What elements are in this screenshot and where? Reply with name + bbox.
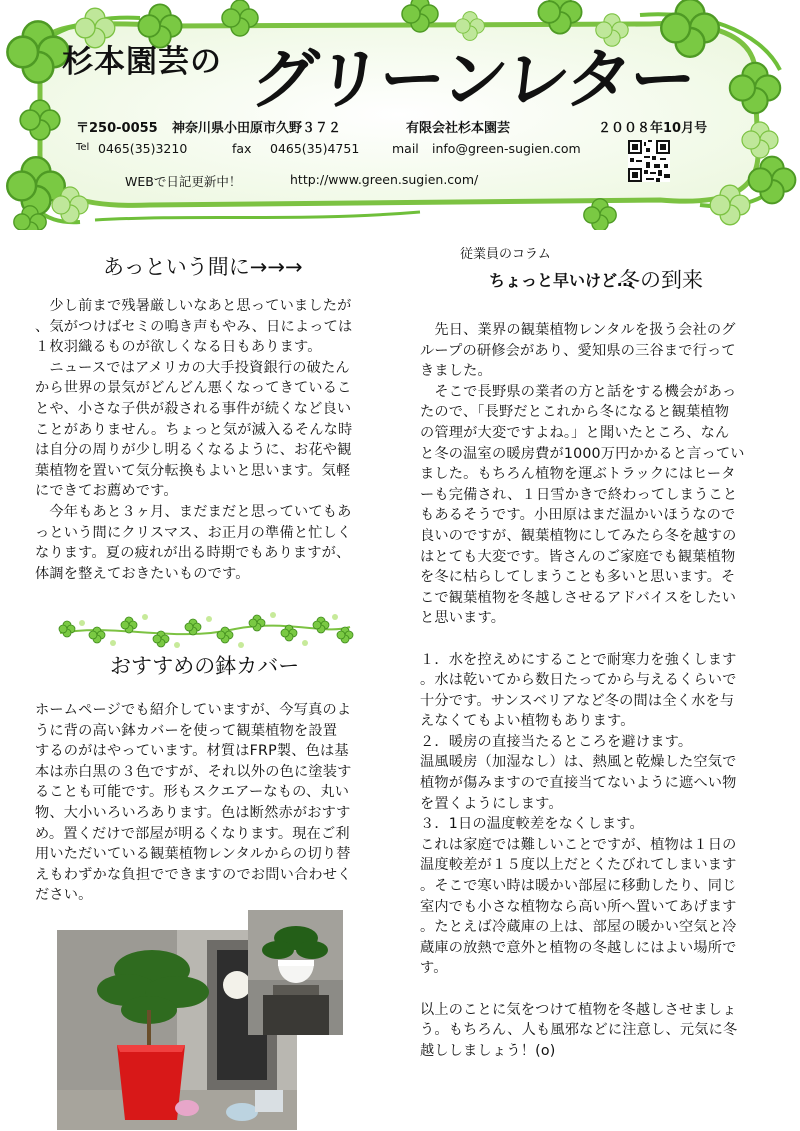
article2-line: め。置くだけで部屋が明るくなります。現在ご利 [35, 825, 350, 842]
article1-heading: あっという間に→→→ [103, 255, 303, 279]
column-line: はとても大変です。皆さんのご家庭でも観葉植物 [420, 548, 736, 565]
column-line: ２．暖房の直接当たるところを避けます。 [420, 733, 693, 750]
column-line: 蔵庫の放熱で意外と植物の冬越しにはよい場所で [420, 939, 737, 956]
article2-line: 本は赤白黒の３色ですが、それ以外の色に塗装す [35, 763, 352, 780]
article1-body [35, 296, 352, 584]
address: 神奈川県小田原市久野３７２ [172, 121, 342, 136]
column-line: ーも完備され、１日雪かきで終わってしまうこと [420, 486, 738, 503]
article1-line: １枚羽織るものが欲しくなる日もあります。 [35, 339, 322, 356]
article1-line: っという間にクリスマス、お正月の準備と忙しく [35, 524, 352, 541]
column-line: と冬の温室の暖房費が1000万円かかると言ってい [420, 445, 745, 462]
article1-line: とや、小さな子供が殺される事件が続くなど良い [35, 400, 352, 417]
article2-body [35, 700, 352, 906]
article2-line: えもわずかな負担でできますのでお問い合わせく [35, 866, 352, 883]
article1-line: 、気がつけばセミの鳴き声もやみ、日によっては [35, 318, 353, 335]
article1-line: は自分の周りが少し明るくなるように、お花や観 [35, 442, 352, 459]
column-line: 。水は乾いてから数日たってから与えるくらいで [420, 672, 737, 689]
column-line: ました。もちろん植物を運ぶトラックにはヒータ [420, 466, 736, 483]
article2-line: するのがはやっています。材質はFRP製、色は基 [35, 743, 349, 760]
company-name: 有限会社杉本園芸 [406, 121, 511, 136]
company-prefix: 杉本園芸の [62, 44, 222, 80]
column-line: 良いのですが、観葉植物にしてみたら冬を越すの [420, 527, 737, 544]
column-line: す。 [420, 960, 448, 977]
fax-label: fax [232, 141, 252, 156]
column-line: 十分です。サンスベリアなど冬の間は全く水を与 [420, 692, 735, 709]
column-line: 。たとえば冷蔵庫の上は、部屋の暖かい空気と冷 [420, 919, 737, 936]
column-line: を冬に枯らしてしまうことも多いと思います。そ [420, 569, 736, 586]
column-line: たので、「長野だとこれから冬になると観葉植物 [420, 404, 730, 421]
flower-garland-decoration [55, 605, 355, 655]
column-line: きました。 [420, 363, 492, 380]
tel-label: Tel [76, 142, 90, 153]
article1-line: から世界の景気がどんどん悪くなってきているこ [35, 380, 352, 397]
column-line: 越ししましょう！(o) [420, 1042, 556, 1059]
postal-code: 〒250-0055 [76, 121, 158, 136]
column-line: 以上のことに気をつけて植物を冬越しさせましょ [420, 1001, 737, 1018]
article1-line: 今年もあと３ヶ月、まだまだと思っていてもあ [35, 503, 352, 520]
column-line: えなくてもよい植物もあります。 [420, 713, 635, 730]
article2-line: ることも可能です。形もスクエアーなもの、丸い [35, 784, 350, 801]
article1-line: 体調を整えておきたいものです。 [35, 565, 250, 582]
column-line: 室内でも小さな植物なら高い所へ置いてあげます [420, 898, 737, 915]
column-line: の管理が大変ですよね。」と聞いたところ、なん [420, 424, 730, 441]
column-line [420, 979, 745, 1000]
article1-line: にできてお薦めです。 [35, 483, 178, 500]
column-line: 温度較差が１５度以上だとくたびれてしまいます [420, 857, 737, 874]
web-url[interactable]: http://www.green.sugien.com/ [290, 172, 479, 187]
column-line: 植物が傷みますので直接当てないように遮へい物 [420, 775, 737, 792]
column-label: 従業員のコラム [460, 247, 551, 262]
mail-label: mail [392, 141, 419, 156]
article2-line: ホームページでも紹介していますが、今写真のよ [35, 702, 352, 718]
column-line: う。もちろん、人も風邪などに注意し、元気に冬 [420, 1022, 738, 1039]
article2-heading: おすすめの鉢カバー [110, 654, 300, 678]
column-line: ループの研修会があり、愛知県の三谷まで行って [420, 342, 736, 359]
fax-number: 0465(35)4751 [270, 141, 360, 156]
column-line: そこで長野県の業者の方と話をする機会があっ [420, 383, 737, 400]
column-line: こで観葉植物を冬越しさせるアドバイスをしたい [420, 589, 737, 606]
article1-line: 少し前まで残暑厳しいなあと思っていましたが [35, 298, 352, 314]
column-line: 温風暖房（加湿なし）は、熱風と乾燥した空気で [420, 754, 737, 771]
article2-line: 用いただいている観葉植物レンタルからの切り替 [35, 846, 351, 863]
article2-line: うに背の高い鉢カバーを使って観葉植物を設置 [35, 722, 338, 739]
newsletter-title: グリーンレター [247, 41, 698, 118]
column-title-prefix: ちょっと早いけど… [489, 271, 634, 290]
article2-line: 物、大小いろいろあります。色は断然赤がおすす [35, 804, 351, 821]
column-title-main: 冬の到来 [619, 268, 703, 292]
tel-number: 0465(35)3210 [98, 141, 188, 156]
column-line [420, 629, 745, 650]
column-body [420, 320, 745, 1061]
web-notice: WEBで日記更新中！ [125, 174, 242, 189]
column-line: ３．1日の温度較差をなくします。 [420, 816, 644, 833]
article2-line: ださい。 [35, 887, 93, 904]
article1-line: ニュースではアメリカの大手投資銀行の破たん [35, 359, 350, 376]
column-line: 。そこで寒い時は暖かい部屋に移動したり、同じ [420, 878, 737, 895]
mail-address[interactable]: info@green-sugien.com [432, 141, 581, 156]
qr-code [628, 140, 670, 182]
column-line: これは家庭では難しいことですが、植物は１日の [420, 836, 737, 853]
photo-white-pot [248, 910, 343, 1035]
column-line: １．水を控えめにすることで耐寒力を強くします [420, 651, 737, 668]
article1-line: 葉植物を置いて気分転換もよいと思います。気軽 [35, 462, 351, 479]
column-line: もあるそうです。小田原はまだ温かいほうなので [420, 507, 736, 524]
article1-line: なります。夏の疲れが出る時期でもありますが、 [35, 545, 351, 562]
column-line: を置くようにします。 [420, 795, 563, 812]
column-line: 先日、業界の観葉植物レンタルを扱う会社のグ [420, 322, 736, 338]
issue-date: ２００８年10月号 [598, 121, 708, 136]
article1-line: ことがありません。ちょっと気が滅入るそんな時 [35, 421, 353, 438]
column-line: と思います。 [420, 610, 506, 627]
